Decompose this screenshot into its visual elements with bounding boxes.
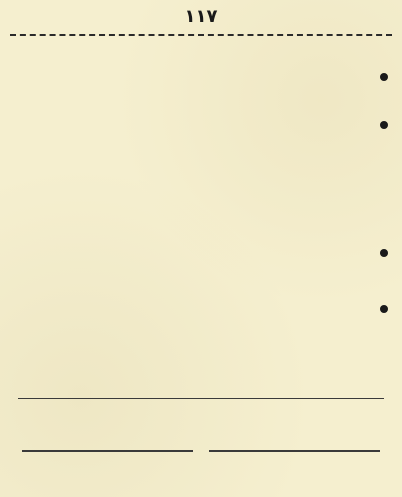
footer-gap-left: [209, 424, 380, 452]
body-line-11: [374, 298, 388, 320]
header-dashed-rule: [10, 34, 392, 36]
page-number: ۱۱۷: [184, 6, 218, 27]
bullet-icon: [380, 305, 388, 313]
page-body: [14, 42, 388, 390]
body-line-2: [374, 66, 388, 88]
footer-rule: [18, 398, 384, 399]
bullet-icon: [380, 121, 388, 129]
footer-imprint: [10, 408, 392, 468]
bullet-icon: [380, 73, 388, 81]
footer-gap-right: [22, 424, 193, 452]
body-line-9: [374, 242, 388, 264]
bullet-icon: [380, 249, 388, 257]
body-line-4: [374, 114, 388, 136]
